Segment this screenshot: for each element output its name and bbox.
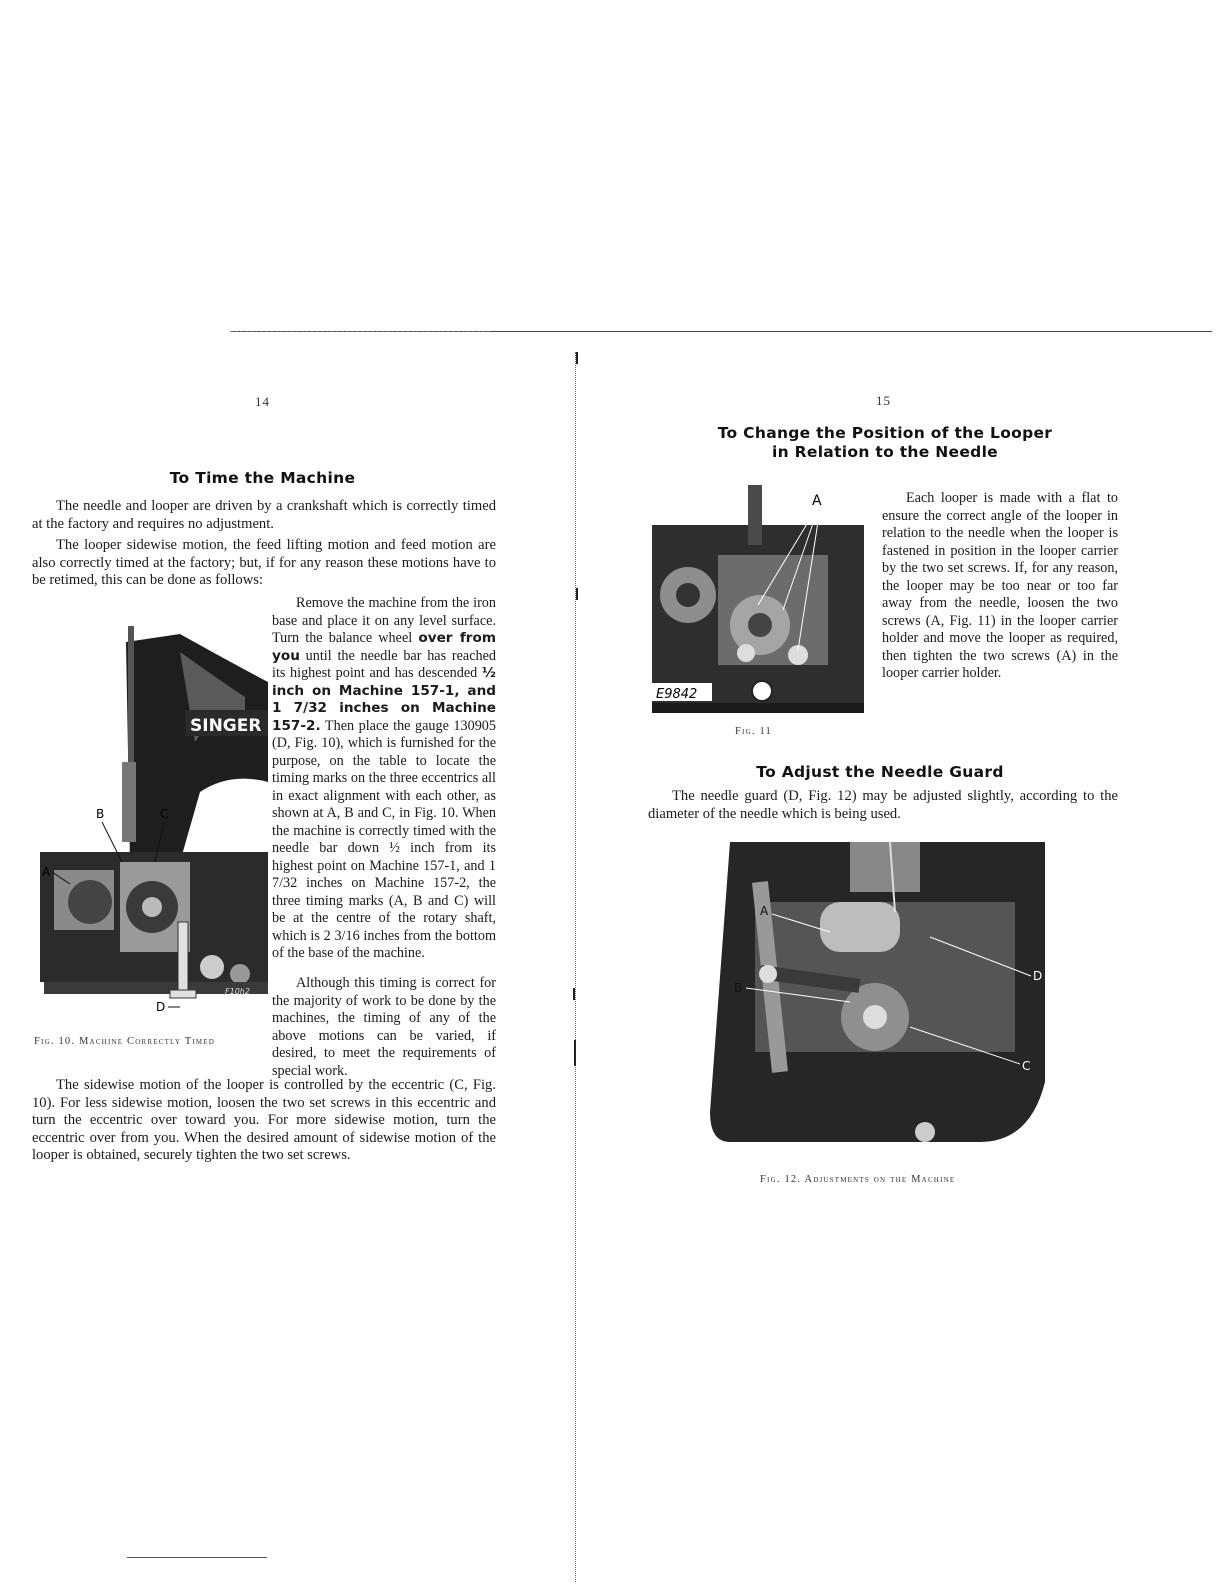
para3-bold-2: ½ inch on Machine 157-1, and 1 7/32 inches on Machine 157-2. bbox=[272, 665, 496, 734]
gutter-mark bbox=[576, 588, 578, 600]
fig12-label-d: D bbox=[1033, 969, 1043, 983]
gutter-mark bbox=[576, 352, 578, 364]
right-para-2: The needle guard (D, Fig. 12) may be adjusted slightly, according to the diameter of the needle which is being used. bbox=[648, 788, 1118, 822]
fig11-label-a: A bbox=[812, 493, 822, 509]
page-top-rule-faint bbox=[230, 331, 490, 332]
fig10-label-a: A bbox=[42, 865, 51, 879]
figure-12-caption: Fig. 12. Adjustments on the Machine bbox=[760, 1174, 956, 1185]
right-heading-2: To Adjust the Needle Guard bbox=[756, 763, 1004, 781]
para3-text-c: Then place the gauge 130905 (D, Fig. 10), which is furnished for the purpose, on the table to locate the timing marks on the three eccentrics all in exact alignment with each other, as shown at A, B and C, in Fig. 10. When the machine is correctly timed with the needle bar down ½ inch from its highest point on Machine 157-1, and 1 7/32 inches on Machine 157-2, the three timing marks (A, B and C) will be at the centre of the rotary shaft, which is 2 3/16 inches from the bottom of the base of the machine. bbox=[272, 717, 496, 961]
gutter-mark bbox=[573, 988, 575, 1000]
bottom-underline bbox=[127, 1557, 267, 1558]
fig10-label-b: B bbox=[96, 807, 105, 821]
right-heading-1-line-2: in Relation to the Needle bbox=[772, 443, 998, 461]
left-para-5: The sidewise motion of the looper is controlled by the eccentric (C, Fig. 10). For less sidewise motion, loosen the two set screws in this eccentric and turn the eccentric over toward you. For more sidewise motion, turn the eccentric over from you. When the desired amount of sidewise motion of the looper is obtained, securely tighten the two set screws. bbox=[32, 1077, 496, 1163]
figure-11-looper bbox=[648, 485, 864, 713]
left-page-number: 14 bbox=[255, 394, 270, 409]
left-para-4: Although this timing is correct for the majority of work to be done by the machines, the timing of any of the above motions can be varied, if desired, to meet the requirements of special work. bbox=[272, 975, 496, 1079]
figure-12-adjustments bbox=[700, 842, 1045, 1152]
fig10-label-d: D bbox=[156, 1000, 166, 1014]
right-heading-1-line-1: To Change the Position of the Looper bbox=[717, 424, 1053, 442]
right-page-number: 15 bbox=[876, 393, 891, 408]
left-para-2: The looper sidewise motion, the feed lifting motion and feed motion are also correctly timed at the factory; but, if for any reason these motions have to be retimed, this can be done as follows: bbox=[32, 537, 496, 588]
left-para-1: The needle and looper are driven by a crankshaft which is correctly timed at the factory and requires no adjustment. bbox=[32, 498, 496, 532]
left-heading: To Time the Machine bbox=[169, 469, 356, 487]
center-gutter bbox=[575, 352, 576, 1582]
para3-bold-1: over from you bbox=[272, 630, 496, 664]
figure-11-caption: Fig. 11 bbox=[735, 726, 772, 737]
singer-logo-text: SINGER bbox=[190, 716, 262, 736]
para3-text-b: until the needle bar has reached its highest point and has descended bbox=[272, 647, 496, 681]
right-heading-1 bbox=[680, 424, 1090, 462]
fig10-label-c: C bbox=[160, 807, 169, 821]
fig12-label-c: C bbox=[1022, 1059, 1031, 1073]
figure-10-machine bbox=[30, 622, 268, 1017]
figure-10-code: F10h2 bbox=[225, 987, 250, 996]
fig12-label-a: A bbox=[760, 904, 769, 918]
figure-10-caption: Fig. 10. Machine Correctly Timed bbox=[34, 1036, 216, 1047]
gutter-mark bbox=[574, 1040, 576, 1066]
para3-text-a: Remove the machine from the iron base and place it on any level surface. Turn the balance wheel bbox=[272, 595, 496, 646]
fig12-label-b: B bbox=[734, 981, 743, 995]
figure-11-code: E9842 bbox=[656, 687, 698, 702]
right-para-1: Each looper is made with a flat to ensure the correct angle of the looper in relation to the needle when the looper is fastened in position in the looper carrier by the two set screws. If, for any reason, the looper may be too near or too far away from the needle, loosen the two screws (A, Fig. 11) in the looper carrier holder and move the looper as required, then tighten the two screws (A) in the looper carrier holder. bbox=[882, 490, 1118, 681]
left-para-3 bbox=[272, 595, 496, 963]
